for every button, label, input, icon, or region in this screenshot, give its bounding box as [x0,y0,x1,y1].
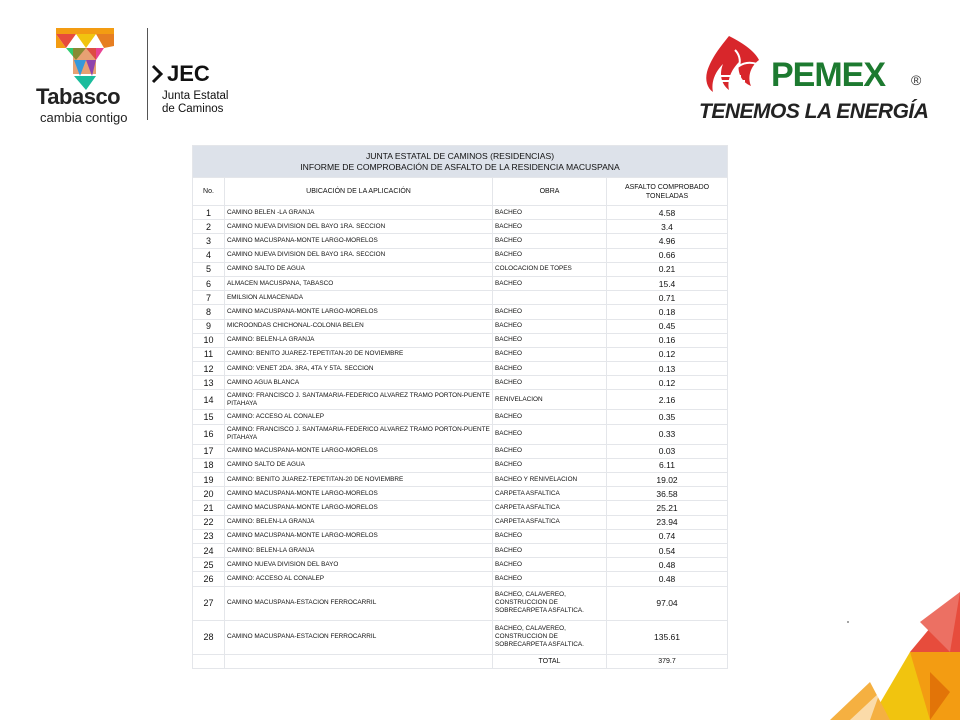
table-header-row [193,178,728,206]
row-obra: BACHEO [493,558,607,572]
row-toneladas: 0.12 [607,376,728,390]
table-row [193,572,728,586]
row-obra: BACHEO Y RENIVELACION [493,473,607,487]
table-row [193,319,728,333]
pemex-slogan: TENEMOS LA ENERGÍA [699,100,929,123]
row-toneladas: 0.18 [607,305,728,319]
row-number: 14 [193,390,225,410]
row-obra: BACHEO [493,458,607,472]
row-toneladas: 3.4 [607,220,728,234]
row-obra: BACHEO [493,347,607,361]
row-obra: CARPETA ASFALTICA [493,501,607,515]
total-row [193,654,728,668]
row-ubicacion: CAMINO: BELEN-LA GRANJA [225,543,493,557]
table-row [193,444,728,458]
table-row [193,473,728,487]
row-number: 7 [193,291,225,305]
row-ubicacion: CAMINO MACUSPANA-MONTE LARGO-MORELOS [225,501,493,515]
total-value: 379.7 [607,654,728,668]
row-obra: BACHEO [493,444,607,458]
row-ubicacion: CAMINO BELEN -LA GRANJA [225,206,493,220]
row-ubicacion: ALMACEN MACUSPANA, TABASCO [225,276,493,290]
row-ubicacion: CAMINO: FRANCISCO J. SANTAMARIA-FEDERICO ALVAREZ TRAMO PORTON-PUENTE PITAHAYA [225,390,493,410]
empty-cell [225,654,493,668]
header-obra: OBRA [493,178,607,206]
report-title-line-2: INFORME DE COMPROBACIÓN DE ASFALTO DE LA RESIDENCIA MACUSPANA [300,161,620,172]
table-row [193,376,728,390]
jec-logo [150,60,260,124]
row-number: 24 [193,543,225,557]
pemex-eagle-icon [701,32,767,94]
row-obra: BACHEO [493,410,607,424]
row-toneladas: 0.48 [607,558,728,572]
row-ubicacion: CAMINO: BENITO JUAREZ-TEPETITAN-20 DE NOVIEMBRE [225,473,493,487]
row-obra: BACHEO [493,305,607,319]
row-number: 8 [193,305,225,319]
row-ubicacion: CAMINO MACUSPANA-MONTE LARGO-MORELOS [225,305,493,319]
table-row [193,458,728,472]
row-toneladas: 0.16 [607,333,728,347]
row-ubicacion: CAMINO: ACCESO AL CONALEP [225,410,493,424]
row-number: 21 [193,501,225,515]
row-obra: CARPETA ASFALTICA [493,487,607,501]
row-number: 13 [193,376,225,390]
pemex-word: PEMEX [771,56,886,94]
table-row [193,558,728,572]
table-row [193,262,728,276]
table-row [193,501,728,515]
table-row [193,529,728,543]
tabasco-slogan: cambia contigo [40,110,128,125]
tabasco-word: Tabasco [36,84,121,109]
table-row [193,390,728,410]
row-ubicacion: CAMINO MACUSPANA-MONTE LARGO-MORELOS [225,234,493,248]
row-ubicacion: CAMINO MACUSPANA-MONTE LARGO-MORELOS [225,529,493,543]
tabasco-logo [30,26,145,126]
row-number: 20 [193,487,225,501]
row-obra: BACHEO [493,543,607,557]
row-number: 10 [193,333,225,347]
row-number: 22 [193,515,225,529]
row-ubicacion: CAMINO: BELEN-LA GRANJA [225,515,493,529]
table-row [193,362,728,376]
row-toneladas: 0.66 [607,248,728,262]
row-ubicacion: CAMINO: BENITO JUAREZ-TEPETITAN-20 DE NOVIEMBRE [225,347,493,361]
row-obra: BACHEO [493,572,607,586]
jec-line-1: Junta Estatal [162,90,229,102]
row-ubicacion: CAMINO NUEVA DIVISION DEL BAYO 1RA. SECCION [225,248,493,262]
row-ubicacion: CAMINO AGUA BLANCA [225,376,493,390]
row-number: 15 [193,410,225,424]
row-obra: BACHEO [493,376,607,390]
row-obra: BACHEO [493,248,607,262]
row-ubicacion: CAMINO NUEVA DIVISION DEL BAYO [225,558,493,572]
registered-mark: ® [911,72,922,88]
row-number: 2 [193,220,225,234]
row-number: 12 [193,362,225,376]
tabasco-t-icon [56,28,114,92]
row-number: 19 [193,473,225,487]
table-row [193,487,728,501]
row-obra: BACHEO [493,424,607,444]
table-row [193,248,728,262]
header-ubicacion: UBICACIÓN DE LA APLICACIÓN [225,178,493,206]
table-row [193,424,728,444]
report-title-line-1: JUNTA ESTATAL DE CAMINOS (RESIDENCIAS) [365,150,555,161]
logo-divider [147,28,148,120]
row-toneladas: 0.33 [607,424,728,444]
row-toneladas: 15.4 [607,276,728,290]
row-obra: BACHEO [493,319,607,333]
row-toneladas: 0.35 [607,410,728,424]
row-number: 16 [193,424,225,444]
row-obra: BACHEO [493,362,607,376]
header-asfalto [607,178,728,206]
header-no: No. [193,178,225,206]
row-ubicacion: CAMINO MACUSPANA-MONTE LARGO-MORELOS [225,487,493,501]
row-toneladas: 4.96 [607,234,728,248]
row-toneladas: 0.74 [607,529,728,543]
row-ubicacion: CAMINO SALTO DE AGUA [225,458,493,472]
row-obra: BACHEO [493,234,607,248]
jec-word: JEC [167,61,210,86]
row-number: 4 [193,248,225,262]
row-toneladas: 2.16 [607,390,728,410]
row-toneladas: 0.48 [607,572,728,586]
row-obra: BACHEO [493,206,607,220]
table-row [193,220,728,234]
row-toneladas: 0.03 [607,444,728,458]
row-ubicacion: CAMINO: VENET 2DA. 3RA, 4TA Y 5TA. SECCION [225,362,493,376]
row-toneladas: 0.54 [607,543,728,557]
header-asfalto-line-1: ASFALTO COMPROBADO [624,183,710,191]
row-obra: RENIVELACION [493,390,607,410]
row-number: 18 [193,458,225,472]
table-row [193,291,728,305]
row-toneladas: 19.02 [607,473,728,487]
row-obra: BACHEO [493,276,607,290]
table-row [193,620,728,654]
empty-cell [193,654,225,668]
row-obra: BACHEO [493,333,607,347]
table-row [193,543,728,557]
jec-subtitle [162,90,228,116]
row-ubicacion: CAMINO NUEVA DIVISION DEL BAYO 1RA. SECCION [225,220,493,234]
row-ubicacion: CAMINO SALTO DE AGUA [225,262,493,276]
row-obra: BACHEO, CALAVEREO, CONSTRUCCION DE SOBRECARPETA ASFALTICA. [493,586,607,620]
row-toneladas: 36.58 [607,487,728,501]
row-toneladas: 25.21 [607,501,728,515]
row-number: 9 [193,319,225,333]
row-ubicacion: CAMINO: FRANCISCO J. SANTAMARIA-FEDERICO ALVAREZ TRAMO PORTON-PUENTE PITAHAYA [225,424,493,444]
row-number: 23 [193,529,225,543]
row-toneladas: 23.94 [607,515,728,529]
row-number: 3 [193,234,225,248]
row-ubicacion: CAMINO MACUSPANA-ESTACION FERROCARRIL [225,586,493,620]
table-row [193,305,728,319]
header-asfalto-line-2: TONELADAS [645,192,689,200]
row-number: 1 [193,206,225,220]
row-number: 27 [193,586,225,620]
pemex-logo [697,32,932,127]
row-ubicacion: CAMINO: ACCESO AL CONALEP [225,572,493,586]
jec-line-2: de Caminos [162,103,224,115]
row-ubicacion: EMILSION ALMACENADA [225,291,493,305]
row-ubicacion: CAMINO: BELEN-LA GRANJA [225,333,493,347]
row-obra: CARPETA ASFALTICA [493,515,607,529]
table-row [193,234,728,248]
asphalt-report-table [192,145,728,669]
row-toneladas: 0.12 [607,347,728,361]
row-toneladas: 97.04 [607,586,728,620]
row-toneladas: 0.71 [607,291,728,305]
table-row [193,515,728,529]
row-number: 6 [193,276,225,290]
row-toneladas: 0.13 [607,362,728,376]
row-obra: BACHEO [493,529,607,543]
row-toneladas: 4.58 [607,206,728,220]
row-toneladas: 135.61 [607,620,728,654]
row-obra [493,291,607,305]
row-number: 11 [193,347,225,361]
row-ubicacion: MICROONDAS CHICHONAL-COLONIA BELEN [225,319,493,333]
table-row [193,586,728,620]
table-row [193,410,728,424]
row-toneladas: 6.11 [607,458,728,472]
row-obra: BACHEO [493,220,607,234]
row-ubicacion: CAMINO MACUSPANA-MONTE LARGO-MORELOS [225,444,493,458]
row-toneladas: 0.45 [607,319,728,333]
row-number: 28 [193,620,225,654]
corner-decoration [830,592,960,720]
table-row [193,347,728,361]
row-obra: BACHEO, CALAVEREO, CONSTRUCCION DE SOBRECARPETA ASFALTICA. [493,620,607,654]
row-obra: COLOCACION DE TOPES [493,262,607,276]
report-title [193,146,728,178]
chevron-right-icon [150,64,164,84]
row-toneladas: 0.21 [607,262,728,276]
table-row [193,333,728,347]
row-number: 5 [193,262,225,276]
row-number: 26 [193,572,225,586]
table-row [193,276,728,290]
row-number: 25 [193,558,225,572]
row-number: 17 [193,444,225,458]
table-row [193,206,728,220]
row-ubicacion: CAMINO MACUSPANA-ESTACION FERROCARRIL [225,620,493,654]
total-label: TOTAL [493,654,607,668]
